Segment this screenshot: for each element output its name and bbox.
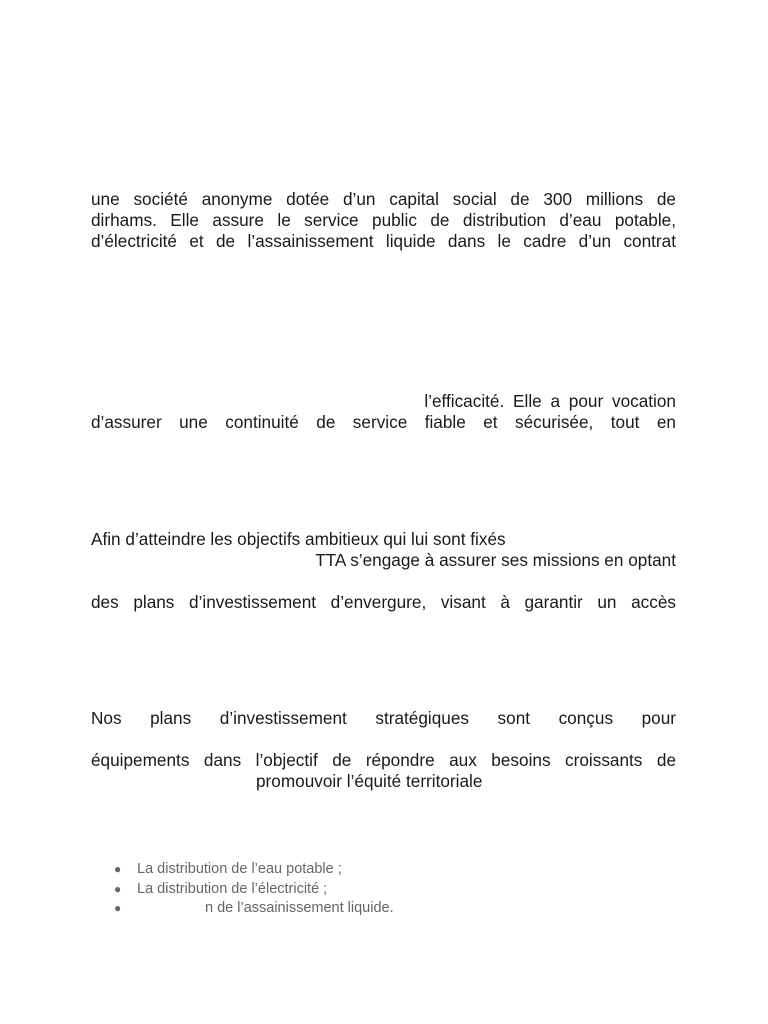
paragraph4-line1: Nos plans d’investissement stratégiques sont conçus pour — [91, 708, 676, 728]
list-item-text: n de l’assainissement liquide. — [205, 900, 394, 916]
list-item-text: La distribution de l’électricité ; — [137, 880, 328, 897]
bullet-icon: ● — [114, 881, 122, 896]
paragraph1-line1: une société anonyme dotée d’un capital social de 300 millions de — [91, 189, 676, 209]
paragraph3-line2: TTA s’engage à assurer ses missions en optant — [315, 550, 676, 570]
list-item — [110, 899, 394, 919]
paragraph1-line2: dirhams. Elle assure le service public de distribution d’eau potable, — [91, 210, 676, 230]
paragraph2-line2: d’assurer une continuité de service fiable et sécurisée, tout en — [91, 412, 676, 432]
list-item — [110, 860, 394, 880]
paragraph1-line3: d’électricité et de l’assainissement liquide dans le cadre d’un contrat — [91, 231, 676, 251]
paragraph2-line1: l’efficacité. Elle a pour vocation — [424, 391, 676, 411]
list-item — [110, 880, 394, 900]
paragraph4-line2: équipements dans l’objectif de répondre aux besoins croissants de — [91, 750, 676, 770]
bullet-icon: ● — [114, 901, 122, 915]
bullet-icon: ● — [114, 862, 122, 876]
paragraph3-line3: des plans d’investissement d’envergure, visant à garantir un accès — [91, 592, 676, 612]
bullet-list — [110, 860, 394, 919]
list-item-text: La distribution de l’eau potable ; — [137, 861, 342, 877]
paragraph3-line1: Afin d’atteindre les objectifs ambitieux qui lui sont fixés — [91, 529, 506, 549]
paragraph4-line3: promouvoir l’équité territoriale — [256, 771, 483, 791]
